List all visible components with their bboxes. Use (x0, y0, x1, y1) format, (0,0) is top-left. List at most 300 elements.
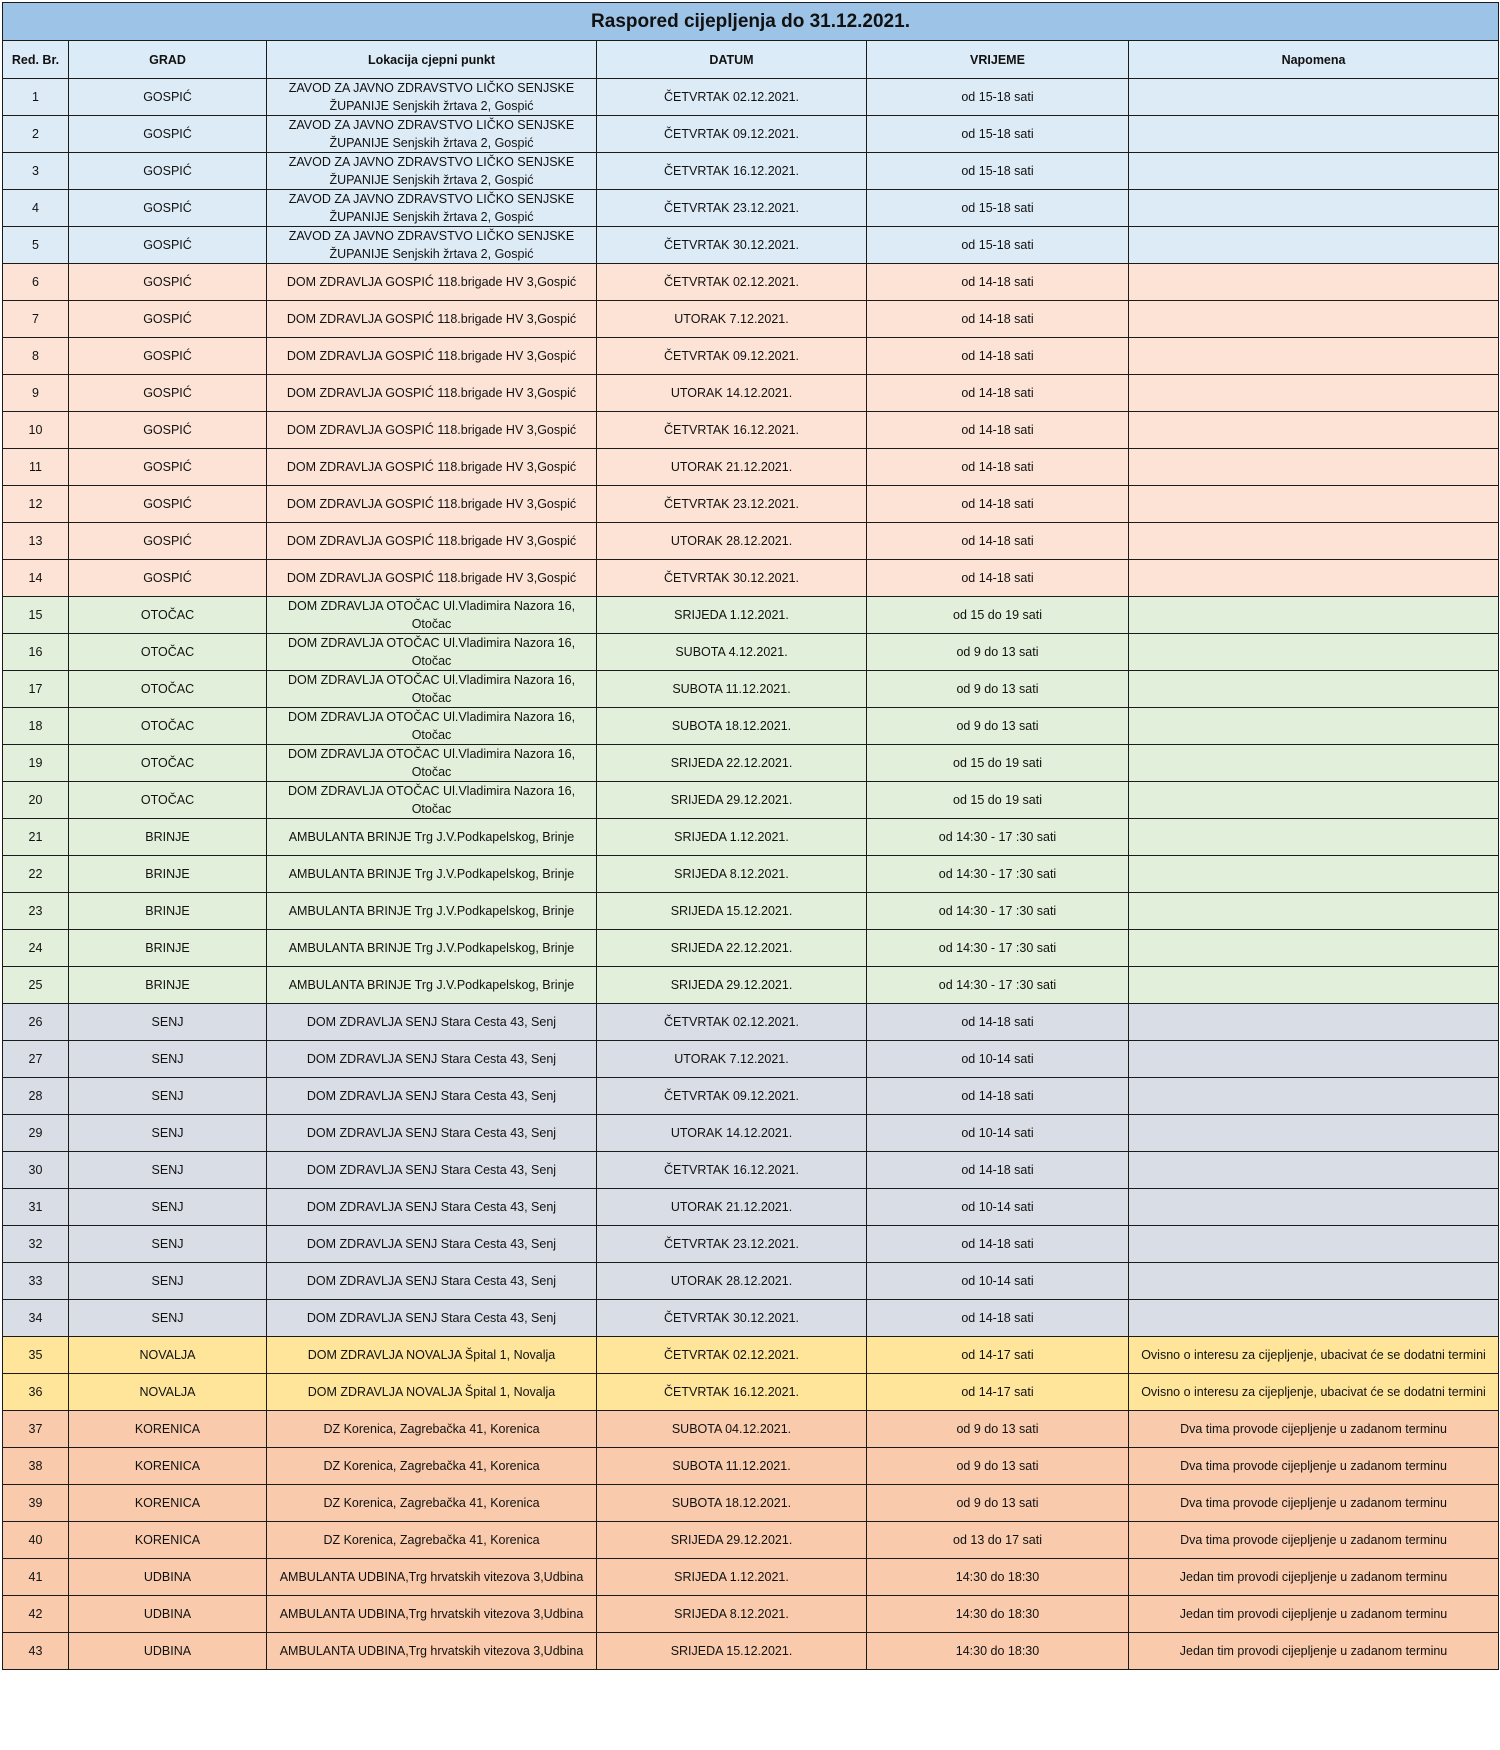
cell-grad[interactable]: BRINJE (69, 819, 267, 856)
cell-red-br[interactable]: 8 (3, 338, 69, 375)
cell-lokacija[interactable]: DZ Korenica, Zagrebačka 41, Korenica (267, 1485, 597, 1522)
cell-grad[interactable]: NOVALJA (69, 1337, 267, 1374)
cell-red-br[interactable]: 18 (3, 708, 69, 745)
cell-datum[interactable]: SUBOTA 11.12.2021. (597, 671, 867, 708)
cell-napomena[interactable] (1129, 301, 1499, 338)
cell-grad[interactable]: SENJ (69, 1263, 267, 1300)
cell-lokacija[interactable]: AMBULANTA BRINJE Trg J.V.Podkapelskog, Brinje (267, 893, 597, 930)
cell-vrijeme[interactable]: od 14:30 - 17 :30 sati (867, 930, 1129, 967)
cell-datum[interactable]: ČETVRTAK 30.12.2021. (597, 1300, 867, 1337)
cell-lokacija[interactable]: ZAVOD ZA JAVNO ZDRAVSTVO LIČKO SENJSKE ŽUPANIJE Senjskih žrtava 2, Gospić (267, 116, 597, 153)
cell-lokacija[interactable]: DOM ZDRAVLJA SENJ Stara Cesta 43, Senj (267, 1078, 597, 1115)
cell-grad[interactable]: GOSPIĆ (69, 412, 267, 449)
cell-datum[interactable]: SRIJEDA 1.12.2021. (597, 597, 867, 634)
cell-red-br[interactable]: 36 (3, 1374, 69, 1411)
cell-grad[interactable]: GOSPIĆ (69, 523, 267, 560)
cell-vrijeme[interactable]: 14:30 do 18:30 (867, 1559, 1129, 1596)
cell-napomena[interactable] (1129, 264, 1499, 301)
cell-red-br[interactable]: 15 (3, 597, 69, 634)
cell-red-br[interactable]: 30 (3, 1152, 69, 1189)
cell-datum[interactable]: ČETVRTAK 09.12.2021. (597, 116, 867, 153)
cell-datum[interactable]: SRIJEDA 1.12.2021. (597, 1559, 867, 1596)
cell-napomena[interactable] (1129, 671, 1499, 708)
cell-vrijeme[interactable]: od 9 do 13 sati (867, 1485, 1129, 1522)
cell-vrijeme[interactable]: od 15-18 sati (867, 79, 1129, 116)
cell-red-br[interactable]: 39 (3, 1485, 69, 1522)
cell-grad[interactable]: BRINJE (69, 893, 267, 930)
cell-grad[interactable]: GOSPIĆ (69, 153, 267, 190)
cell-vrijeme[interactable]: od 14:30 - 17 :30 sati (867, 819, 1129, 856)
cell-napomena[interactable] (1129, 116, 1499, 153)
cell-datum[interactable]: SRIJEDA 29.12.2021. (597, 967, 867, 1004)
cell-grad[interactable]: BRINJE (69, 967, 267, 1004)
cell-red-br[interactable]: 38 (3, 1448, 69, 1485)
cell-datum[interactable]: SUBOTA 4.12.2021. (597, 634, 867, 671)
cell-grad[interactable]: BRINJE (69, 930, 267, 967)
cell-lokacija[interactable]: AMBULANTA UDBINA,Trg hrvatskih vitezova 3,Udbina (267, 1633, 597, 1670)
table-row (3, 671, 1499, 708)
cell-red-br[interactable]: 16 (3, 634, 69, 671)
cell-napomena[interactable] (1129, 893, 1499, 930)
cell-lokacija[interactable]: DZ Korenica, Zagrebačka 41, Korenica (267, 1411, 597, 1448)
cell-vrijeme[interactable]: od 14-18 sati (867, 375, 1129, 412)
cell-napomena[interactable] (1129, 1152, 1499, 1189)
cell-vrijeme[interactable]: od 15-18 sati (867, 153, 1129, 190)
header-red-br[interactable]: Red. Br. (3, 41, 69, 79)
table-row (3, 190, 1499, 227)
cell-grad[interactable]: OTOČAC (69, 745, 267, 782)
cell-vrijeme[interactable]: od 14-18 sati (867, 1226, 1129, 1263)
cell-datum[interactable]: ČETVRTAK 09.12.2021. (597, 1078, 867, 1115)
cell-grad[interactable]: SENJ (69, 1189, 267, 1226)
table-row (3, 1226, 1499, 1263)
cell-red-br[interactable]: 29 (3, 1115, 69, 1152)
cell-lokacija[interactable]: DOM ZDRAVLJA SENJ Stara Cesta 43, Senj (267, 1263, 597, 1300)
cell-napomena[interactable]: Jedan tim provodi cijepljenje u zadanom terminu (1129, 1559, 1499, 1596)
cell-red-br[interactable]: 17 (3, 671, 69, 708)
cell-datum[interactable]: SRIJEDA 8.12.2021. (597, 856, 867, 893)
cell-napomena[interactable] (1129, 449, 1499, 486)
table-row (3, 1004, 1499, 1041)
cell-vrijeme[interactable]: od 14:30 - 17 :30 sati (867, 893, 1129, 930)
cell-grad[interactable]: GOSPIĆ (69, 79, 267, 116)
cell-red-br[interactable]: 20 (3, 782, 69, 819)
table-row (3, 523, 1499, 560)
cell-lokacija[interactable]: DOM ZDRAVLJA SENJ Stara Cesta 43, Senj (267, 1300, 597, 1337)
table-row (3, 1633, 1499, 1670)
cell-datum[interactable]: SRIJEDA 8.12.2021. (597, 1596, 867, 1633)
cell-napomena[interactable] (1129, 560, 1499, 597)
cell-vrijeme[interactable]: od 14-18 sati (867, 1152, 1129, 1189)
table-title: Raspored cijepljenja do 31.12.2021. (3, 3, 1499, 41)
cell-grad[interactable]: SENJ (69, 1078, 267, 1115)
cell-grad[interactable]: SENJ (69, 1115, 267, 1152)
cell-vrijeme[interactable]: od 14-18 sati (867, 560, 1129, 597)
cell-vrijeme[interactable]: od 9 do 13 sati (867, 708, 1129, 745)
table-row (3, 1522, 1499, 1559)
table-row (3, 1300, 1499, 1337)
cell-datum[interactable]: SRIJEDA 22.12.2021. (597, 745, 867, 782)
cell-datum[interactable]: SUBOTA 18.12.2021. (597, 1485, 867, 1522)
cell-lokacija[interactable]: DOM ZDRAVLJA OTOČAC Ul.Vladimira Nazora 16, Otočac (267, 597, 597, 634)
table-row (3, 1559, 1499, 1596)
cell-lokacija[interactable]: DOM ZDRAVLJA SENJ Stara Cesta 43, Senj (267, 1189, 597, 1226)
cell-vrijeme[interactable]: od 14-18 sati (867, 1300, 1129, 1337)
cell-lokacija[interactable]: DOM ZDRAVLJA OTOČAC Ul.Vladimira Nazora 16, Otočac (267, 634, 597, 671)
cell-datum[interactable]: SRIJEDA 22.12.2021. (597, 930, 867, 967)
cell-grad[interactable]: SENJ (69, 1300, 267, 1337)
cell-vrijeme[interactable]: od 9 do 13 sati (867, 671, 1129, 708)
cell-red-br[interactable]: 10 (3, 412, 69, 449)
cell-datum[interactable]: UTORAK 7.12.2021. (597, 1041, 867, 1078)
cell-datum[interactable]: SRIJEDA 1.12.2021. (597, 819, 867, 856)
cell-red-br[interactable]: 42 (3, 1596, 69, 1633)
cell-lokacija[interactable]: DZ Korenica, Zagrebačka 41, Korenica (267, 1522, 597, 1559)
table-row (3, 338, 1499, 375)
cell-napomena[interactable] (1129, 634, 1499, 671)
cell-red-br[interactable]: 31 (3, 1189, 69, 1226)
cell-lokacija[interactable]: AMBULANTA BRINJE Trg J.V.Podkapelskog, Brinje (267, 856, 597, 893)
cell-lokacija[interactable]: DOM ZDRAVLJA NOVALJA Špital 1, Novalja (267, 1337, 597, 1374)
cell-red-br[interactable]: 33 (3, 1263, 69, 1300)
cell-datum[interactable]: UTORAK 21.12.2021. (597, 1189, 867, 1226)
cell-lokacija[interactable]: AMBULANTA BRINJE Trg J.V.Podkapelskog, Brinje (267, 819, 597, 856)
cell-napomena[interactable] (1129, 967, 1499, 1004)
cell-napomena[interactable] (1129, 1041, 1499, 1078)
cell-lokacija[interactable]: DOM ZDRAVLJA GOSPIĆ 118.brigade HV 3,Gospić (267, 560, 597, 597)
table-row (3, 1485, 1499, 1522)
cell-red-br[interactable]: 24 (3, 930, 69, 967)
cell-red-br[interactable]: 11 (3, 449, 69, 486)
cell-lokacija[interactable]: DOM ZDRAVLJA SENJ Stara Cesta 43, Senj (267, 1115, 597, 1152)
cell-lokacija[interactable]: DOM ZDRAVLJA SENJ Stara Cesta 43, Senj (267, 1152, 597, 1189)
cell-vrijeme[interactable]: od 14-18 sati (867, 1004, 1129, 1041)
cell-grad[interactable]: KORENICA (69, 1448, 267, 1485)
cell-red-br[interactable]: 22 (3, 856, 69, 893)
cell-red-br[interactable]: 3 (3, 153, 69, 190)
cell-datum[interactable]: UTORAK 21.12.2021. (597, 449, 867, 486)
cell-napomena[interactable]: Ovisno o interesu za cijepljenje, ubacivat će se dodatni termini (1129, 1374, 1499, 1411)
cell-vrijeme[interactable]: od 14-18 sati (867, 338, 1129, 375)
cell-lokacija[interactable]: DOM ZDRAVLJA SENJ Stara Cesta 43, Senj (267, 1004, 597, 1041)
table-row (3, 1041, 1499, 1078)
cell-datum[interactable]: UTORAK 28.12.2021. (597, 1263, 867, 1300)
cell-vrijeme[interactable]: 14:30 do 18:30 (867, 1633, 1129, 1670)
cell-datum[interactable]: ČETVRTAK 02.12.2021. (597, 1337, 867, 1374)
cell-napomena[interactable] (1129, 1263, 1499, 1300)
cell-vrijeme[interactable]: od 13 do 17 sati (867, 1522, 1129, 1559)
table-row (3, 1152, 1499, 1189)
cell-grad[interactable]: OTOČAC (69, 708, 267, 745)
cell-napomena[interactable] (1129, 930, 1499, 967)
header-datum[interactable]: DATUM (597, 41, 867, 79)
cell-grad[interactable]: GOSPIĆ (69, 227, 267, 264)
cell-grad[interactable]: KORENICA (69, 1411, 267, 1448)
cell-datum[interactable]: ČETVRTAK 02.12.2021. (597, 79, 867, 116)
cell-grad[interactable]: OTOČAC (69, 671, 267, 708)
cell-red-br[interactable]: 13 (3, 523, 69, 560)
cell-datum[interactable]: UTORAK 14.12.2021. (597, 1115, 867, 1152)
cell-vrijeme[interactable]: od 14-18 sati (867, 486, 1129, 523)
cell-napomena[interactable] (1129, 856, 1499, 893)
cell-grad[interactable]: OTOČAC (69, 782, 267, 819)
cell-napomena[interactable]: Jedan tim provodi cijepljenje u zadanom terminu (1129, 1633, 1499, 1670)
table-row (3, 1337, 1499, 1374)
cell-vrijeme[interactable]: od 14:30 - 17 :30 sati (867, 967, 1129, 1004)
cell-lokacija[interactable]: DOM ZDRAVLJA OTOČAC Ul.Vladimira Nazora 16, Otočac (267, 671, 597, 708)
cell-datum[interactable]: ČETVRTAK 16.12.2021. (597, 153, 867, 190)
cell-datum[interactable]: SRIJEDA 15.12.2021. (597, 1633, 867, 1670)
cell-grad[interactable]: BRINJE (69, 856, 267, 893)
cell-vrijeme[interactable]: od 15 do 19 sati (867, 782, 1129, 819)
cell-grad[interactable]: KORENICA (69, 1522, 267, 1559)
cell-datum[interactable]: ČETVRTAK 23.12.2021. (597, 1226, 867, 1263)
cell-datum[interactable]: ČETVRTAK 23.12.2021. (597, 486, 867, 523)
cell-grad[interactable]: SENJ (69, 1041, 267, 1078)
cell-grad[interactable]: SENJ (69, 1004, 267, 1041)
table-row (3, 1078, 1499, 1115)
cell-datum[interactable]: ČETVRTAK 16.12.2021. (597, 1374, 867, 1411)
cell-red-br[interactable]: 5 (3, 227, 69, 264)
table-row (3, 1411, 1499, 1448)
cell-lokacija[interactable]: DOM ZDRAVLJA GOSPIĆ 118.brigade HV 3,Gospić (267, 338, 597, 375)
cell-grad[interactable]: GOSPIĆ (69, 301, 267, 338)
cell-napomena[interactable] (1129, 190, 1499, 227)
cell-red-br[interactable]: 6 (3, 264, 69, 301)
cell-vrijeme[interactable]: od 14-18 sati (867, 264, 1129, 301)
cell-grad[interactable]: GOSPIĆ (69, 560, 267, 597)
table-body (3, 79, 1499, 1670)
cell-vrijeme[interactable]: od 10-14 sati (867, 1115, 1129, 1152)
cell-vrijeme[interactable]: od 14-18 sati (867, 412, 1129, 449)
cell-napomena[interactable]: Dva tima provode cijepljenje u zadanom terminu (1129, 1485, 1499, 1522)
cell-vrijeme[interactable]: od 14:30 - 17 :30 sati (867, 856, 1129, 893)
schedule-sheet (2, 2, 1498, 1670)
table-row (3, 412, 1499, 449)
cell-lokacija[interactable]: DOM ZDRAVLJA GOSPIĆ 118.brigade HV 3,Gospić (267, 449, 597, 486)
header-vrijeme[interactable]: VRIJEME (867, 41, 1129, 79)
cell-napomena[interactable] (1129, 819, 1499, 856)
cell-napomena[interactable] (1129, 153, 1499, 190)
header-grad[interactable]: GRAD (69, 41, 267, 79)
table-row (3, 708, 1499, 745)
cell-datum[interactable]: SUBOTA 11.12.2021. (597, 1448, 867, 1485)
cell-red-br[interactable]: 28 (3, 1078, 69, 1115)
cell-datum[interactable]: ČETVRTAK 09.12.2021. (597, 338, 867, 375)
table-row (3, 560, 1499, 597)
cell-lokacija[interactable]: ZAVOD ZA JAVNO ZDRAVSTVO LIČKO SENJSKE ŽUPANIJE Senjskih žrtava 2, Gospić (267, 79, 597, 116)
cell-red-br[interactable]: 43 (3, 1633, 69, 1670)
cell-grad[interactable]: SENJ (69, 1152, 267, 1189)
cell-lokacija[interactable]: DOM ZDRAVLJA GOSPIĆ 118.brigade HV 3,Gospić (267, 486, 597, 523)
cell-grad[interactable]: GOSPIĆ (69, 264, 267, 301)
cell-datum[interactable]: SRIJEDA 29.12.2021. (597, 782, 867, 819)
cell-vrijeme[interactable]: od 15 do 19 sati (867, 745, 1129, 782)
cell-datum[interactable]: UTORAK 7.12.2021. (597, 301, 867, 338)
cell-lokacija[interactable]: DOM ZDRAVLJA GOSPIĆ 118.brigade HV 3,Gospić (267, 375, 597, 412)
cell-red-br[interactable]: 37 (3, 1411, 69, 1448)
cell-napomena[interactable] (1129, 745, 1499, 782)
cell-red-br[interactable]: 23 (3, 893, 69, 930)
cell-lokacija[interactable]: AMBULANTA BRINJE Trg J.V.Podkapelskog, Brinje (267, 967, 597, 1004)
cell-grad[interactable]: GOSPIĆ (69, 116, 267, 153)
cell-vrijeme[interactable]: od 15 do 19 sati (867, 597, 1129, 634)
table-row (3, 1448, 1499, 1485)
cell-red-br[interactable]: 4 (3, 190, 69, 227)
cell-napomena[interactable] (1129, 375, 1499, 412)
cell-napomena[interactable] (1129, 708, 1499, 745)
cell-napomena[interactable] (1129, 227, 1499, 264)
cell-lokacija[interactable]: DOM ZDRAVLJA OTOČAC Ul.Vladimira Nazora 16, Otočac (267, 708, 597, 745)
cell-datum[interactable]: SRIJEDA 15.12.2021. (597, 893, 867, 930)
table-row (3, 1115, 1499, 1152)
cell-red-br[interactable]: 32 (3, 1226, 69, 1263)
cell-napomena[interactable] (1129, 1300, 1499, 1337)
cell-napomena[interactable] (1129, 782, 1499, 819)
cell-napomena[interactable]: Dva tima provode cijepljenje u zadanom terminu (1129, 1522, 1499, 1559)
cell-vrijeme[interactable]: 14:30 do 18:30 (867, 1596, 1129, 1633)
cell-lokacija[interactable]: DOM ZDRAVLJA GOSPIĆ 118.brigade HV 3,Gospić (267, 264, 597, 301)
cell-grad[interactable]: GOSPIĆ (69, 190, 267, 227)
cell-napomena[interactable] (1129, 597, 1499, 634)
cell-lokacija[interactable]: AMBULANTA BRINJE Trg J.V.Podkapelskog, Brinje (267, 930, 597, 967)
table-row (3, 856, 1499, 893)
cell-red-br[interactable]: 21 (3, 819, 69, 856)
cell-lokacija[interactable]: DOM ZDRAVLJA SENJ Stara Cesta 43, Senj (267, 1226, 597, 1263)
cell-napomena[interactable] (1129, 1115, 1499, 1152)
cell-vrijeme[interactable]: od 9 do 13 sati (867, 634, 1129, 671)
cell-red-br[interactable]: 9 (3, 375, 69, 412)
cell-lokacija[interactable]: ZAVOD ZA JAVNO ZDRAVSTVO LIČKO SENJSKE ŽUPANIJE Senjskih žrtava 2, Gospić (267, 227, 597, 264)
cell-napomena[interactable] (1129, 412, 1499, 449)
cell-napomena[interactable]: Dva tima provode cijepljenje u zadanom terminu (1129, 1411, 1499, 1448)
cell-datum[interactable]: ČETVRTAK 30.12.2021. (597, 560, 867, 597)
cell-red-br[interactable]: 34 (3, 1300, 69, 1337)
cell-datum[interactable]: SUBOTA 04.12.2021. (597, 1411, 867, 1448)
cell-grad[interactable]: UDBINA (69, 1596, 267, 1633)
table-row (3, 449, 1499, 486)
cell-napomena[interactable] (1129, 1226, 1499, 1263)
cell-datum[interactable]: ČETVRTAK 30.12.2021. (597, 227, 867, 264)
cell-vrijeme[interactable]: od 9 do 13 sati (867, 1448, 1129, 1485)
cell-lokacija[interactable]: ZAVOD ZA JAVNO ZDRAVSTVO LIČKO SENJSKE ŽUPANIJE Senjskih žrtava 2, Gospić (267, 190, 597, 227)
cell-napomena[interactable] (1129, 79, 1499, 116)
cell-datum[interactable]: UTORAK 14.12.2021. (597, 375, 867, 412)
cell-vrijeme[interactable]: od 10-14 sati (867, 1263, 1129, 1300)
header-napomena[interactable]: Napomena (1129, 41, 1499, 79)
cell-red-br[interactable]: 41 (3, 1559, 69, 1596)
cell-lokacija[interactable]: DOM ZDRAVLJA GOSPIĆ 118.brigade HV 3,Gospić (267, 523, 597, 560)
cell-datum[interactable]: SUBOTA 18.12.2021. (597, 708, 867, 745)
cell-vrijeme[interactable]: od 14-18 sati (867, 449, 1129, 486)
cell-vrijeme[interactable]: od 14-17 sati (867, 1337, 1129, 1374)
table-row (3, 967, 1499, 1004)
cell-lokacija[interactable]: AMBULANTA UDBINA,Trg hrvatskih vitezova 3,Udbina (267, 1559, 597, 1596)
cell-grad[interactable]: GOSPIĆ (69, 449, 267, 486)
table-row (3, 634, 1499, 671)
cell-napomena[interactable] (1129, 1078, 1499, 1115)
cell-vrijeme[interactable]: od 14-18 sati (867, 301, 1129, 338)
cell-lokacija[interactable]: DOM ZDRAVLJA NOVALJA Špital 1, Novalja (267, 1374, 597, 1411)
cell-grad[interactable]: GOSPIĆ (69, 338, 267, 375)
cell-red-br[interactable]: 40 (3, 1522, 69, 1559)
cell-red-br[interactable]: 19 (3, 745, 69, 782)
cell-datum[interactable]: SRIJEDA 29.12.2021. (597, 1522, 867, 1559)
cell-grad[interactable]: UDBINA (69, 1633, 267, 1670)
cell-napomena[interactable]: Jedan tim provodi cijepljenje u zadanom terminu (1129, 1596, 1499, 1633)
cell-red-br[interactable]: 26 (3, 1004, 69, 1041)
cell-lokacija[interactable]: DZ Korenica, Zagrebačka 41, Korenica (267, 1448, 597, 1485)
cell-grad[interactable]: UDBINA (69, 1559, 267, 1596)
cell-vrijeme[interactable]: od 15-18 sati (867, 227, 1129, 264)
cell-datum[interactable]: UTORAK 28.12.2021. (597, 523, 867, 560)
cell-napomena[interactable] (1129, 523, 1499, 560)
cell-grad[interactable]: OTOČAC (69, 597, 267, 634)
cell-napomena[interactable] (1129, 486, 1499, 523)
cell-lokacija[interactable]: DOM ZDRAVLJA SENJ Stara Cesta 43, Senj (267, 1041, 597, 1078)
cell-vrijeme[interactable]: od 14-18 sati (867, 1078, 1129, 1115)
cell-grad[interactable]: KORENICA (69, 1485, 267, 1522)
cell-datum[interactable]: ČETVRTAK 16.12.2021. (597, 412, 867, 449)
table-row (3, 782, 1499, 819)
cell-datum[interactable]: ČETVRTAK 23.12.2021. (597, 190, 867, 227)
cell-red-br[interactable]: 7 (3, 301, 69, 338)
cell-vrijeme[interactable]: od 14-18 sati (867, 523, 1129, 560)
cell-red-br[interactable]: 12 (3, 486, 69, 523)
cell-datum[interactable]: ČETVRTAK 16.12.2021. (597, 1152, 867, 1189)
table-row (3, 264, 1499, 301)
cell-datum[interactable]: ČETVRTAK 02.12.2021. (597, 1004, 867, 1041)
header-lokacija[interactable]: Lokacija cjepni punkt (267, 41, 597, 79)
cell-red-br[interactable]: 1 (3, 79, 69, 116)
cell-vrijeme[interactable]: od 14-17 sati (867, 1374, 1129, 1411)
cell-grad[interactable]: OTOČAC (69, 634, 267, 671)
cell-vrijeme[interactable]: od 15-18 sati (867, 190, 1129, 227)
table-row (3, 375, 1499, 412)
cell-vrijeme[interactable]: od 10-14 sati (867, 1189, 1129, 1226)
cell-napomena[interactable] (1129, 338, 1499, 375)
cell-red-br[interactable]: 25 (3, 967, 69, 1004)
cell-lokacija[interactable]: DOM ZDRAVLJA OTOČAC Ul.Vladimira Nazora 16, Otočac (267, 745, 597, 782)
cell-napomena[interactable]: Ovisno o interesu za cijepljenje, ubacivat će se dodatni termini (1129, 1337, 1499, 1374)
cell-lokacija[interactable]: DOM ZDRAVLJA GOSPIĆ 118.brigade HV 3,Gospić (267, 412, 597, 449)
table-row (3, 486, 1499, 523)
cell-grad[interactable]: NOVALJA (69, 1374, 267, 1411)
cell-vrijeme[interactable]: od 9 do 13 sati (867, 1411, 1129, 1448)
table-row (3, 597, 1499, 634)
table-row (3, 1263, 1499, 1300)
cell-grad[interactable]: SENJ (69, 1226, 267, 1263)
cell-red-br[interactable]: 2 (3, 116, 69, 153)
cell-grad[interactable]: GOSPIĆ (69, 375, 267, 412)
cell-grad[interactable]: GOSPIĆ (69, 486, 267, 523)
cell-napomena[interactable]: Dva tima provode cijepljenje u zadanom terminu (1129, 1448, 1499, 1485)
cell-vrijeme[interactable]: od 10-14 sati (867, 1041, 1129, 1078)
cell-lokacija[interactable]: AMBULANTA UDBINA,Trg hrvatskih vitezova 3,Udbina (267, 1596, 597, 1633)
cell-red-br[interactable]: 14 (3, 560, 69, 597)
cell-napomena[interactable] (1129, 1189, 1499, 1226)
table-row (3, 893, 1499, 930)
cell-datum[interactable]: ČETVRTAK 02.12.2021. (597, 264, 867, 301)
cell-lokacija[interactable]: DOM ZDRAVLJA OTOČAC Ul.Vladimira Nazora 16, Otočac (267, 782, 597, 819)
cell-vrijeme[interactable]: od 15-18 sati (867, 116, 1129, 153)
cell-napomena[interactable] (1129, 1004, 1499, 1041)
cell-red-br[interactable]: 27 (3, 1041, 69, 1078)
cell-red-br[interactable]: 35 (3, 1337, 69, 1374)
cell-lokacija[interactable]: ZAVOD ZA JAVNO ZDRAVSTVO LIČKO SENJSKE ŽUPANIJE Senjskih žrtava 2, Gospić (267, 153, 597, 190)
table-row (3, 116, 1499, 153)
cell-lokacija[interactable]: DOM ZDRAVLJA GOSPIĆ 118.brigade HV 3,Gospić (267, 301, 597, 338)
